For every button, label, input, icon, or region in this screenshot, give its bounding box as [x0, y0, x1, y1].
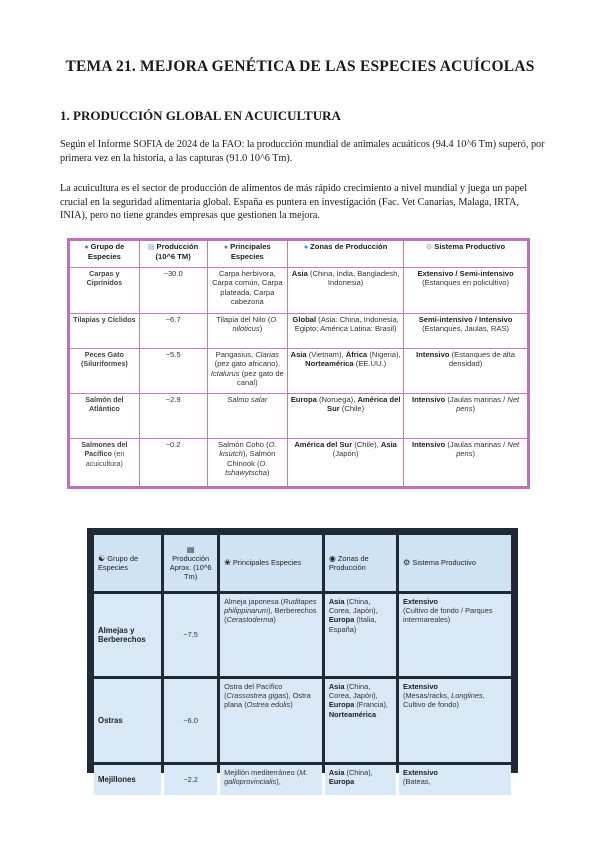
fish-icon: ● — [223, 244, 229, 251]
zones-cell: América del Sur (Chile), Asia (Japón) — [288, 439, 404, 488]
table-header-row — [94, 535, 511, 591]
table-row — [94, 594, 511, 676]
globe-icon: ● — [84, 244, 89, 251]
header-species: ● Principales Especies — [207, 240, 288, 268]
chart-icon: ▤ — [147, 244, 155, 251]
header-production: ▤ Producción Aprox. (10^6 Tm) — [164, 535, 217, 591]
table-row — [69, 268, 529, 314]
table-row — [69, 439, 529, 488]
table-row — [94, 765, 511, 795]
group-cell: Tilapias y Cíclidos — [69, 314, 140, 349]
page-title: TEMA 21. MEJORA GENÉTICA DE LAS ESPECIES ACUÍCOLAS — [65, 58, 535, 75]
species-cell: Salmo salar — [207, 394, 288, 439]
system-cell: Extensivo (Bateas, — [399, 765, 511, 795]
table-row — [94, 679, 511, 762]
earth-icon: ● — [303, 244, 309, 251]
species-cell: Pangasius, Clarias (pez gato africano), Ictalurus (pez gato de canal) — [207, 349, 288, 394]
bivalve-production-table — [91, 532, 514, 798]
production-cell: ~0.2 — [139, 439, 207, 488]
species-cell: Almeja japonesa (Ruditapes philippinarum), Berberechos (Cerastoderma) — [220, 594, 322, 676]
shell-icon: ☯ — [98, 553, 106, 563]
species-cell: Carpa herbívora, Carpa común, Carpa plateada, Carpa cabezona — [207, 268, 288, 314]
species-cell: Mejillón mediterráneo (M. galloprovincialis), — [220, 765, 322, 795]
species-icon: ❀ — [224, 558, 231, 568]
header-system: ⚙ Sistema Productivo — [404, 240, 529, 268]
header-species: ❀ Principales Especies — [220, 535, 322, 591]
fish-production-table — [67, 238, 530, 489]
system-cell: Semi-intensivo / Intensivo (Estanques, Jaulas, RAS) — [404, 314, 529, 349]
bivalve-table-container — [87, 528, 518, 787]
system-cell: Extensivo (Cultivo de fondo / Parques intermareales) — [399, 594, 511, 676]
production-cell: ~30.0 — [139, 268, 207, 314]
zones-cell: Asia (China, India, Bangladesh, Indonesia) — [288, 268, 404, 314]
system-cell: Extensivo / Semi-intensivo (Estanques en policultivo) — [404, 268, 529, 314]
header-zones: ◉ Zonas de Producción — [325, 535, 396, 591]
production-cell: ~6.0 — [164, 679, 217, 762]
gear-icon: ⚙ — [403, 558, 411, 568]
header-group: ☯ Grupo de Especies — [94, 535, 161, 591]
system-cell: Extensivo (Mesas/racks, Longlines, Cultivo de fondo) — [399, 679, 511, 762]
group-cell: Mejillones — [94, 765, 161, 795]
earth-icon: ◉ — [328, 553, 336, 563]
zones-cell: Global (Asia: China, Indonesia, Egipto; América Latina: Brasil) — [288, 314, 404, 349]
paragraph-fao: Según el Informe SOFIA de 2024 de la FAO: la producción mundial de animales acuáticos (94.4 10^6 Tm) superó, por primera vez en la historia, a las capturas (91.0 10^6 Tm). — [60, 139, 545, 164]
table-header-row — [69, 240, 529, 268]
system-cell: Intensivo (Jaulas marinas / Net pens) — [404, 394, 529, 439]
header-production: ▤ Producción (10^6 TM) — [139, 240, 207, 268]
group-cell: Peces Gato (Siluriformes) — [69, 349, 140, 394]
table-row — [69, 314, 529, 349]
production-cell: ~2.9 — [139, 394, 207, 439]
header-zones: ● Zonas de Producción — [288, 240, 404, 268]
table-row — [69, 349, 529, 394]
production-cell: ~2.2 — [164, 765, 217, 795]
group-cell: Ostras — [94, 679, 161, 762]
table-row — [69, 394, 529, 439]
section-title: 1. PRODUCCIÓN GLOBAL EN ACUICULTURA — [60, 108, 341, 123]
group-cell: Carpas y Ciprínidos — [69, 268, 140, 314]
system-cell: Intensivo (Jaulas marinas / Net pens) — [404, 439, 529, 488]
zones-cell: Asia (China, Corea, Japón), Europa (Italia, España) — [325, 594, 396, 676]
species-cell: Tilapia del Nilo (O. niloticus) — [207, 314, 288, 349]
species-cell: Salmón Coho (O. kisutch), Salmón Chinook (O. tshawytscha) — [207, 439, 288, 488]
paragraph-aquaculture: La acuicultura es el sector de producción de alimentos de más rápido crecimiento a nivel mundial y juega un papel crucial en la seguridad alimentaria global. España es puntera en investigación (Fac. Vet Canarias, Malaga, IRTA, INIA), pero no tiene grandes empresas que gestionen la mejora. — [60, 183, 528, 221]
production-cell: ~6.7 — [139, 314, 207, 349]
zones-cell: Asia (China), Europa — [325, 765, 396, 795]
chart-icon: ▤ — [186, 544, 195, 554]
group-cell: Salmón del Atlántico — [69, 394, 140, 439]
zones-cell: Asia (Vietnam), África (Nigeria), Norteamérica (EE.UU.) — [288, 349, 404, 394]
group-cell: Salmones del Pacífico (en acuicultura) — [69, 439, 140, 488]
zones-cell: Europa (Noruega), América del Sur (Chile) — [288, 394, 404, 439]
group-cell: Almejas y Berberechos — [94, 594, 161, 676]
zones-cell: Asia (China, Corea, Japón), Europa (Francia), Norteamérica — [325, 679, 396, 762]
production-cell: ~5.5 — [139, 349, 207, 394]
species-cell: Ostra del Pacífico (Crassostrea gigas), Ostra plana (Ostrea edulis) — [220, 679, 322, 762]
system-cell: Intensivo (Estanques de alta densidad) — [404, 349, 529, 394]
header-group: ● Grupo de Especies — [69, 240, 140, 268]
production-cell: ~7.5 — [164, 594, 217, 676]
gear-icon: ⚙ — [425, 244, 433, 251]
header-system: ⚙ Sistema Productivo — [399, 535, 511, 591]
